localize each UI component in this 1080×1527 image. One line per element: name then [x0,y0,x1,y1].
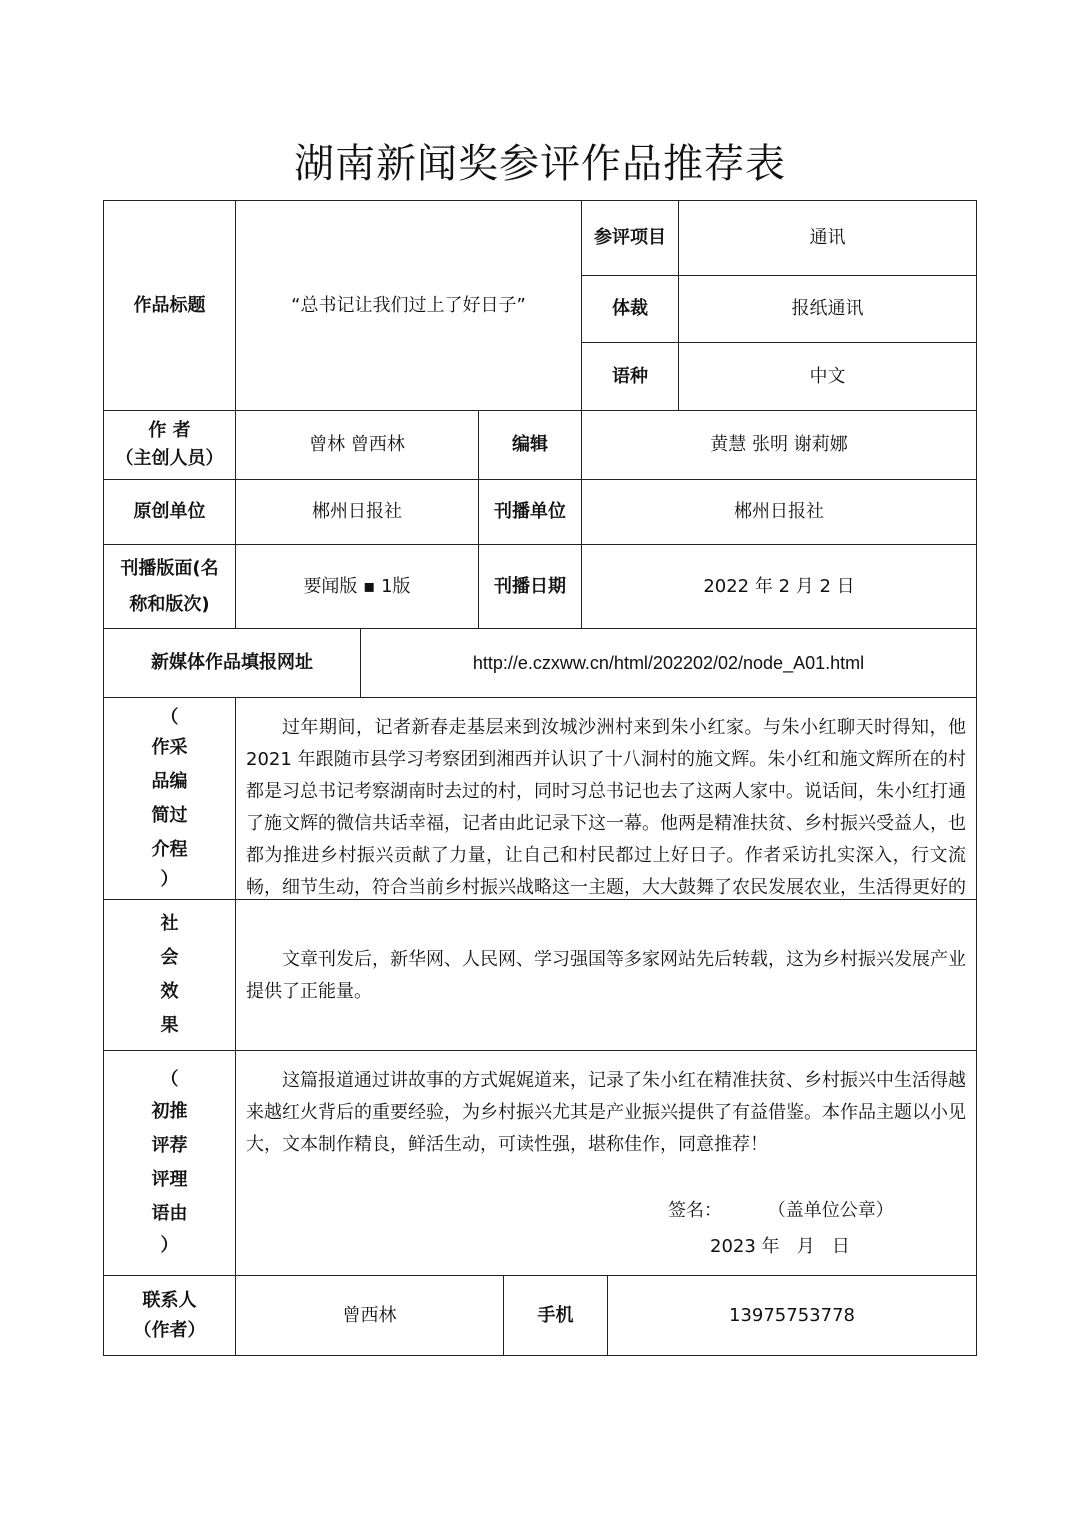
label-page-line2: 称和版次) [129,593,210,615]
value-origin-unit: 郴州日报社 [235,479,479,545]
page-title: 湖南新闻奖参评作品推荐表 [294,141,786,187]
label-effect-1: 会 [160,947,179,968]
label-reason-0: （ [160,1069,179,1090]
label-reason-5: ） [160,1235,179,1256]
label-intro-3: 简过 [151,804,188,826]
label-intro-2: 品编 [151,770,188,792]
effect-paragraph: 文章刊发后，新华网、人民网、学习强国等多家网站先后转载，这为乡村振兴发展产业提供了正能量。 [246,949,966,1002]
value-phone: 13975753778 [607,1275,977,1356]
signature-line: 签名： （盖单位公章） [668,1200,894,1221]
intro-text-cell [235,697,977,900]
value-publish-unit: 郴州日报社 [581,479,977,545]
label-contact-line2: （作者） [133,1319,206,1341]
label-page [103,544,236,629]
value-url: http://e.czxww.cn/html/202202/02/node_A01.html [360,628,977,698]
label-contact-line1: 联系人 [142,1289,197,1311]
intro-paragraph: 过年期间，记者新春走基层来到汝城沙洲村来到朱小红家。与朱小红聊天时得知，他 2021 年跟随市县学习考察团到湘西并认识了十八洞村的施文辉。朱小红和施文辉所在的村都是习总书记考察湖南时去过的村，同时习总书记也去了这两人家中。说话间，朱小红打通了施文辉的微信共话幸福，记者由此记录下这一幕。他两是精准扶贫、乡村振兴受益人，也都为推进乡村振兴贡献了力量，让自己和村民都过上好日子。作者采访扎实深入，行文流畅，细节生动，符合当前乡村振兴战略这一主题，大大鼓舞了农民发展农业，生活得更好的 [246,717,966,898]
value-contact: 曾西林 [235,1275,504,1356]
label-page-line1: 刊播版面(名 [120,557,219,579]
signature-date: 2023 年 月 日 [710,1236,850,1257]
label-contact [103,1275,236,1356]
label-effect [103,899,236,1051]
label-language: 语种 [581,342,679,411]
label-reason [103,1050,236,1276]
label-url: 新媒体作品填报网址 [103,628,361,698]
value-author: 曾林 曾西林 [235,410,479,480]
label-intro [103,697,236,900]
label-reason-1: 初推 [151,1101,188,1122]
label-publish-date: 刊播日期 [478,544,582,629]
reason-paragraph: 这篇报道通过讲故事的方式娓娓道来，记录了朱小红在精准扶贫、乡村振兴中生活得越来越红火背后的重要经验，为乡村振兴尤其是产业振兴提供了有益借鉴。本作品主题以小见大，文本制作精良，鲜活生动，可读性强，堪称佳作，同意推荐！ [246,1070,966,1155]
label-author [103,410,236,480]
effect-text-cell [235,899,977,1051]
label-editor: 编辑 [478,410,582,480]
value-publish-date: 2022 年 2 月 2 日 [581,544,977,629]
label-category: 参评项目 [581,200,679,276]
label-author-line2: （主创人员） [115,448,224,469]
reason-text-cell [235,1050,977,1276]
value-category: 通讯 [678,200,977,276]
label-publish-unit: 刊播单位 [478,479,582,545]
label-reason-3: 评理 [151,1169,188,1190]
label-author-line1: 作 者 [148,420,191,441]
value-genre: 报纸通讯 [678,275,977,343]
label-intro-0: （ [160,706,179,728]
value-work-title: “总书记让我们过上了好日子” [235,200,582,411]
value-page: 要闻版 ▪ 1版 [235,544,479,629]
value-editor: 黄慧 张明 谢莉娜 [581,410,977,480]
label-origin-unit: 原创单位 [103,479,236,545]
value-language: 中文 [678,342,977,411]
label-genre: 体裁 [581,275,679,343]
label-effect-2: 效 [160,981,179,1002]
label-reason-4: 语由 [151,1203,188,1224]
label-intro-4: 介程 [151,838,188,860]
label-intro-5: ） [160,868,179,890]
label-reason-2: 评荐 [151,1135,188,1156]
label-intro-1: 作采 [151,736,188,758]
label-work-title: 作品标题 [103,200,236,411]
label-phone: 手机 [503,1275,608,1356]
label-effect-3: 果 [160,1015,179,1036]
label-effect-0: 社 [160,913,179,934]
